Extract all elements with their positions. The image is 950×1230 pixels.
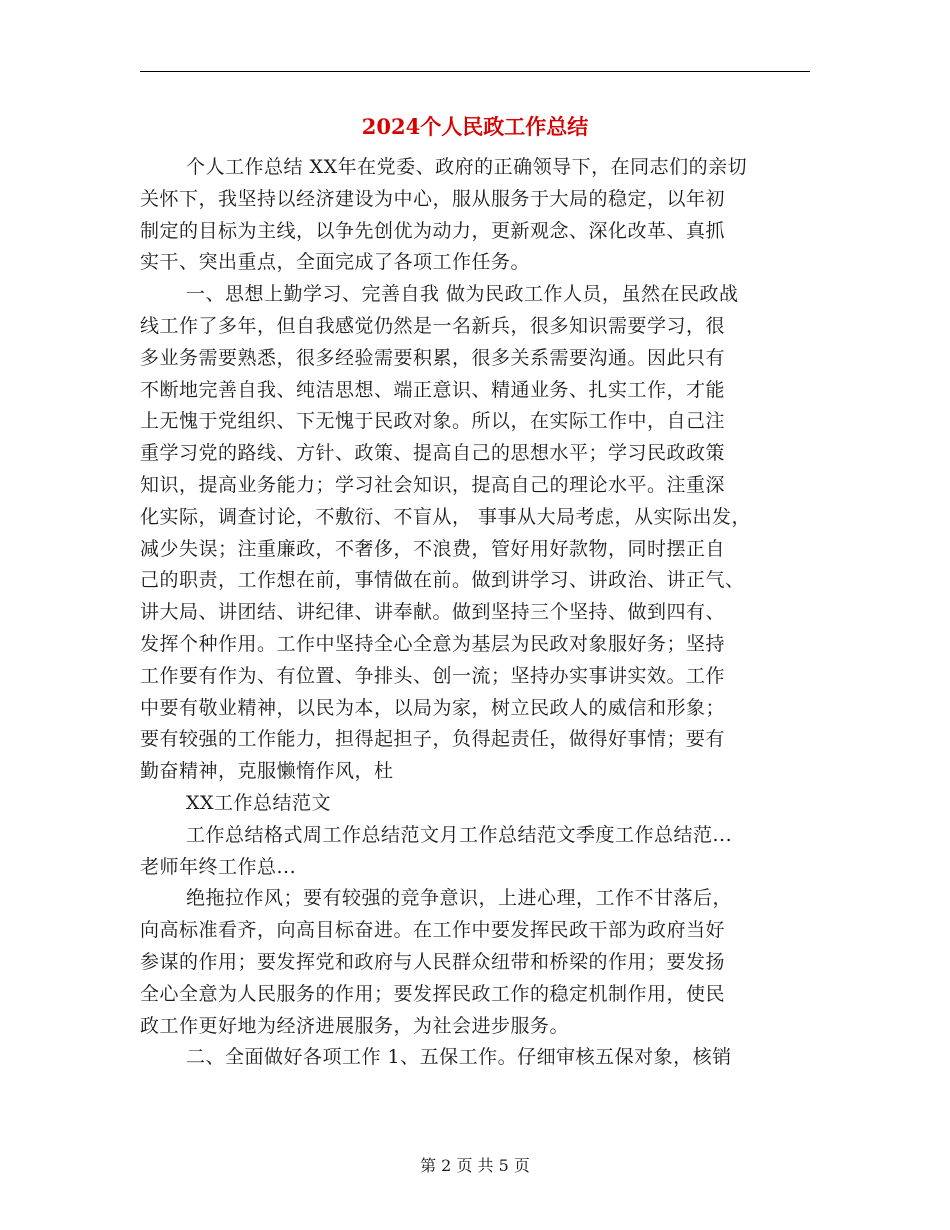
page-number-footer: 第 2 页 共 5 页 — [420, 1156, 530, 1175]
text-line: 多业务需要熟悉，很多经验需要积累，很多关系需要沟通。因此只有 — [140, 346, 726, 369]
text-line: 个人工作总结 XX年在党委、政府的正确领导下，在同志们的亲切 — [186, 156, 748, 178]
text-line: 发挥个种作用。工作中坚持全心全意为基层为民政对象服好务；坚持 — [140, 632, 726, 655]
text-line: 实干、突出重点，全面完成了各项工作任务。 — [140, 251, 531, 274]
link-list: 老师年终工作总... — [140, 855, 297, 878]
text-line: 向高标准看齐，向高目标奋进。在工作中要发挥民政干部为政府当好 — [140, 919, 726, 942]
text-line: 讲大局、讲团结、讲纪律、讲奉献。做到坚持三个坚持、做到四有、 — [140, 601, 726, 624]
text-line: 一、思想上勤学习、完善自我 做为民政工作人员，虽然在民政战 — [186, 283, 739, 306]
text-line: 勤奋精神，克服懒惰作风，杜 — [140, 760, 394, 783]
text-line: 化实际，调查讨论，不敷衍、不盲从， 事事从大局考虑，从实际出发， — [140, 505, 752, 528]
header-rule — [140, 71, 810, 72]
text-line: 重学习党的路线、方针、政策、提高自己的思想水平；学习民政政策 — [140, 442, 726, 465]
text-line: 参谋的作用；要发挥党和政府与人民群众纽带和桥梁的作用；要发扬 — [140, 950, 726, 973]
text-line: 关怀下，我坚持以经济建设为中心，服从服务于大局的稳定，以年初 — [140, 187, 726, 210]
text-line: 己的职责，工作想在前，事情做在前。做到讲学习、讲政治、讲正气、 — [140, 569, 745, 592]
text-line: 中要有敬业精神，以民为本，以局为家，树立民政人的威信和形象； — [140, 696, 726, 719]
text-line: 上无愧于党组织、下无愧于民政对象。所以，在实际工作中，自己注 — [140, 410, 726, 433]
link-heading: XX工作总结范文 — [186, 791, 332, 814]
text-line: 不断地完善自我、纯洁思想、端正意识、精通业务、扎实工作，才能 — [140, 378, 726, 401]
document-body — [140, 152, 812, 1074]
text-line: 全心全意为人民服务的作用；要发挥民政工作的稳定机制作用，使民 — [140, 982, 726, 1005]
document-title: 2024个人民政工作总结 — [361, 114, 589, 139]
text-line: 线工作了多年，但自我感觉仍然是一名新兵，很多知识需要学习，很 — [140, 314, 726, 337]
text-line: 二、全面做好各项工作 1、五保工作。仔细审核五保对象，核销 — [186, 1046, 732, 1069]
text-line: 要有较强的工作能力，担得起担子，负得起责任，做得好事情；要有 — [140, 728, 726, 751]
link-list: 工作总结格式周工作总结范文月工作总结范文季度工作总结范... — [186, 823, 733, 846]
text-line: 知识，提高业务能力；学习社会知识，提高自己的理论水平。注重深 — [140, 473, 726, 496]
text-line: 减少失误；注重廉政，不奢侈，不浪费，管好用好款物，同时摆正自 — [140, 537, 726, 560]
text-line: 工作要有作为、有位置、争排头、创一流；坚持办实事讲实效。工作 — [140, 664, 726, 687]
text-line: 政工作更好地为经济进展服务，为社会进步服务。 — [140, 1014, 570, 1037]
text-line: 绝拖拉作风；要有较强的竞争意识，上进心理，工作不甘落后， — [186, 887, 733, 910]
text-line: 制定的目标为主线，以争先创优为动力，更新观念、深化改革、真抓 — [140, 219, 726, 242]
